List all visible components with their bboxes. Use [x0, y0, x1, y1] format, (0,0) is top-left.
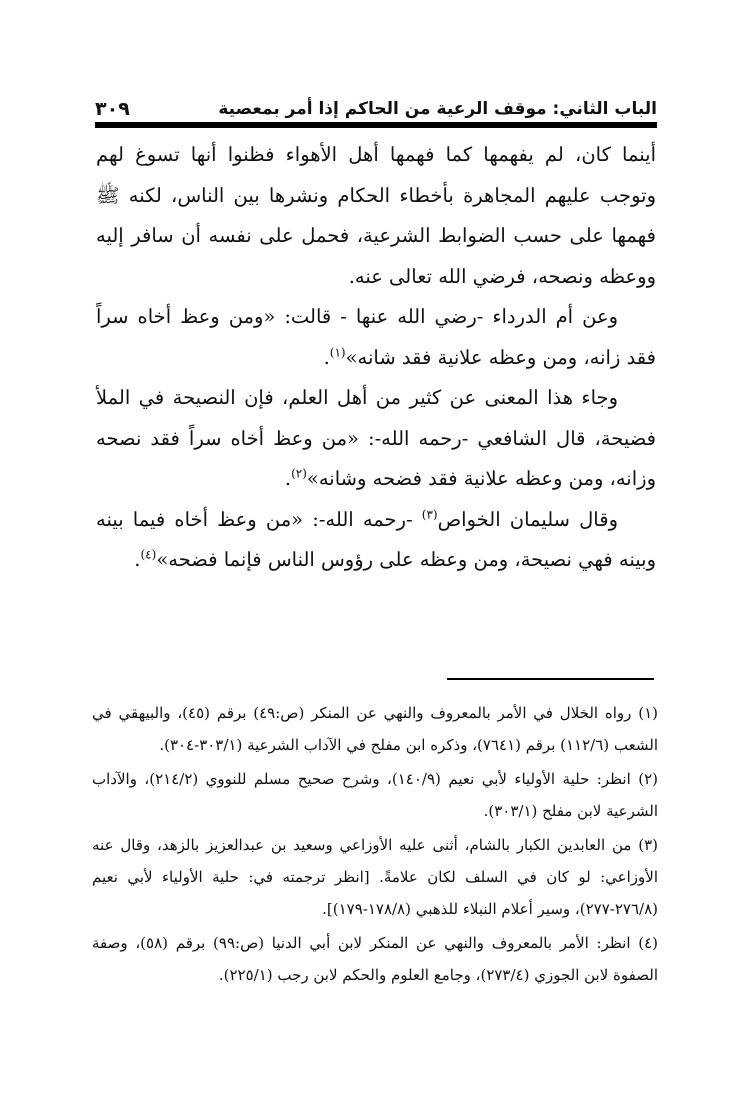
paragraph-4-text-end: -رحمه الله-: «من وعظ أخاه فيما بينه وبينه فهي نصيحة، ومن وعظه على رؤوس الناس فإنما فضحه» — [96, 507, 656, 571]
running-title: الباب الثاني: موقف الرعية من الحاكم إذا أمر بمعصية — [218, 99, 657, 119]
paragraph-1-text: أينما كان، لم يفهمها كما فهمها أهل الأهواء فظنوا أنها تسوغ لهم وتوجب عليهم المجاهرة بأخطاء الحكام ونشرها بين الناس، لكنه ﷺ فهمها على حسب الضوابط الشرعية، فحمل على نفسه أن سافر إليه ووعظه ونصحه، فرضي الله تعالى عنه. — [96, 143, 656, 288]
paragraph-3-text: وجاء هذا المعنى عن كثير من أهل العلم، فإن النصيحة في الملأ فضيحة، قال الشافعي -رحمه الله-: «من وعظ أخاه سراً فقد نصحه وزانه، ومن وعظه علانية فقد فضحه وشانه» — [96, 386, 656, 490]
footnotes — [92, 697, 658, 993]
footnote-ref-2: (٢) — [291, 466, 307, 481]
header-rule — [95, 122, 657, 128]
paragraph-2: وعن أم الدرداء -رضي الله عنها - قالت: «ومن وعظ أخاه سراً فقد زانه، ومن وعظه علانية فقد شانه»$^{(١)}$. — [96, 305, 656, 369]
footnote-ref-1: (١) — [329, 345, 346, 359]
footnote-4: (٤) انظر: الأمر بالمعروف والنهي عن المنكر لابن أبي الدنيا (ص:٩٩) برقم (٥٨)، وصفة الصفوة لابن الجوزي (٢٧٣/٤)، وجامع العلوم والحكم لابن رجب (٢٢٥/١). — [92, 934, 658, 984]
footnote-ref-3: (٣) — [421, 507, 438, 521]
footnote-ref-4: (٤) — [140, 547, 157, 562]
paragraph-1 — [96, 135, 656, 297]
paragraph-4-text-start: وقال سليمان الخواص — [437, 507, 618, 531]
paragraph-2-text: وعن أم الدرداء -رضي الله عنها - قالت: «ومن وعظ أخاه سراً فقد زانه، ومن وعظه علانية فقد شانه» — [96, 305, 656, 369]
footnote-2: (٢) انظر: حلية الأولياء لأبي نعيم (١٤٠/٩)، وشرح صحيح مسلم للنووي (٢١٤/٢)، والآداب الشرعية لابن مفلح (٣٠٣/١). — [92, 770, 658, 820]
paragraph-4: وقال سليمان الخواص$^{(٣)}$ -رحمه الله-: «من وعظ أخاه فيما بينه وبينه فهي نصيحة، ومن وعظه على رؤوس الناس فإنما فضحه»$^{(٤)}$. — [96, 507, 656, 571]
page-number: ٣٠٩ — [95, 98, 130, 120]
main-text — [96, 135, 656, 581]
paragraph-3: وجاء هذا المعنى عن كثير من أهل العلم، فإن النصيحة في الملأ فضيحة، قال الشافعي -رحمه الله-: «من وعظ أخاه سراً فقد نصحه وزانه، ومن وعظه علانية فقد فضحه وشانه»$^{(٢)}$. — [96, 386, 656, 490]
page-header — [95, 84, 657, 120]
footnote-3: (٣) من العابدين الكبار بالشام، أثنى عليه الأوزاعي وسعيد بن عبدالعزيز بالزهد، وقال عنه الأوزاعي: لو كان في السلف لكان علامةً. [انظر ترجمته في: حلية الأولياء لأبي نعيم (٢٧٦/٨-٢٧٧)، وسير أعلام النبلاء للذهبي (١٧٨/٨-١٧٩)]. — [92, 836, 658, 918]
footnote-1: (١) رواه الخلال في الأمر بالمعروف والنهي عن المنكر (ص:٤٩) برقم (٤٥)، والبيهقي في الشعب (١١٢/٦) برقم (٧٦٤١)، وذكره ابن مفلح في الآداب الشرعية (٣٠٣/١-٣٠٤). — [92, 704, 658, 754]
footnote-separator — [447, 678, 654, 680]
